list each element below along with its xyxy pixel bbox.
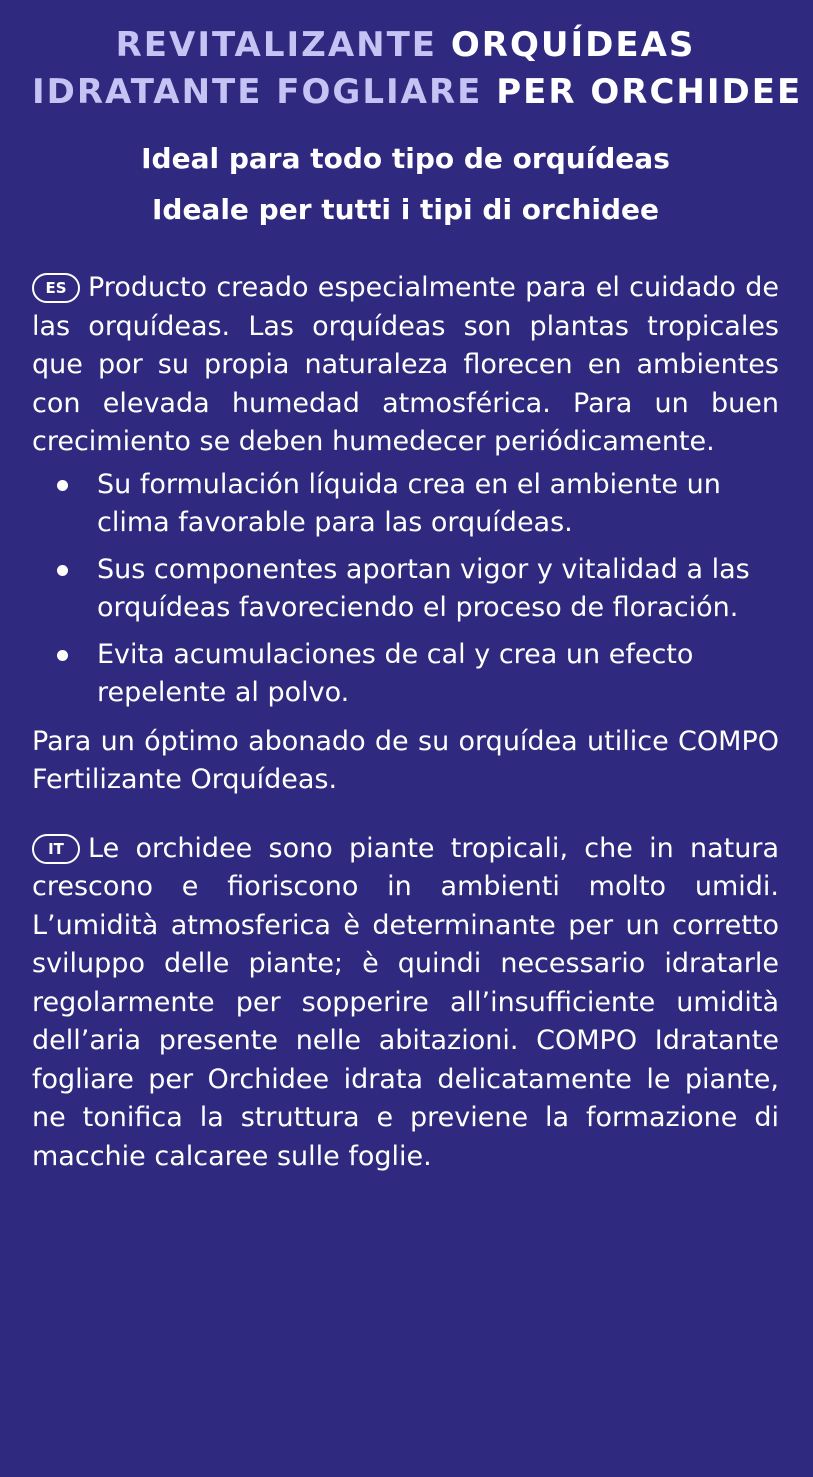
bullet-dot-icon — [57, 650, 68, 661]
title-line-es — [32, 22, 779, 69]
list-item — [32, 551, 779, 628]
es-intro-paragraph — [32, 269, 779, 462]
es-intro-text: Producto creado especialmente para el cuidado de las orquídeas. Las orquídeas son plantas tropicales que por su propia naturaleza florecen en ambientes con elevada humedad atmosférica. Para un buen crecimiento se deben humedecer periódicamente. — [32, 272, 779, 457]
es-bullet-list — [32, 466, 779, 713]
bullet-text: Sus componentes aportan vigor y vitalidad a las orquídeas favoreciendo el proceso de floración. — [97, 553, 750, 623]
language-badge-es: ES — [32, 273, 80, 303]
list-item — [32, 466, 779, 543]
section-it — [32, 830, 779, 1177]
title-it-light: IDRATANTE FOGLIARE — [32, 72, 483, 112]
bullet-text: Su formulación líquida crea en el ambiente un clima favorable para las orquídeas. — [97, 468, 721, 538]
bullet-text: Evita acumulaciones de cal y crea un efecto repelente al polvo. — [97, 638, 694, 708]
title-es-strong: ORQUÍDEAS — [450, 25, 696, 65]
section-es — [32, 269, 779, 800]
language-badge-it: IT — [32, 834, 80, 864]
title-line-it — [32, 69, 803, 116]
it-text: Le orchidee sono piante tropicali, che in natura crescono e fioriscono in ambienti molto umidi. L’umidità atmosferica è determinante per un corretto sviluppo delle piante; è quindi necessario idratarle regolarmente per sopperire all’insufficiente umidità dell’aria presente nelle abitazioni. COMPO Idratante fogliare per Orchidee idrata delicatamente le piante, ne tonifica la struttura e previene la formazione di macchie calcaree sulle foglie. — [32, 832, 779, 1172]
subtitle-it: Ideale per tutti i tipi di orchidee — [151, 193, 659, 226]
list-item — [32, 636, 779, 713]
it-paragraph — [32, 830, 779, 1177]
subtitles — [32, 133, 779, 235]
subtitle-es: Ideal para todo tipo de orquídeas — [141, 142, 670, 175]
title-es-light: REVITALIZANTE — [115, 25, 438, 65]
es-closing-paragraph: Para un óptimo abonado de su orquídea utilice COMPO Fertilizante Orquídeas. — [32, 725, 779, 795]
bullet-dot-icon — [57, 480, 68, 491]
bullet-dot-icon — [57, 565, 68, 576]
title-it-strong: PER ORCHIDEE — [496, 72, 803, 112]
